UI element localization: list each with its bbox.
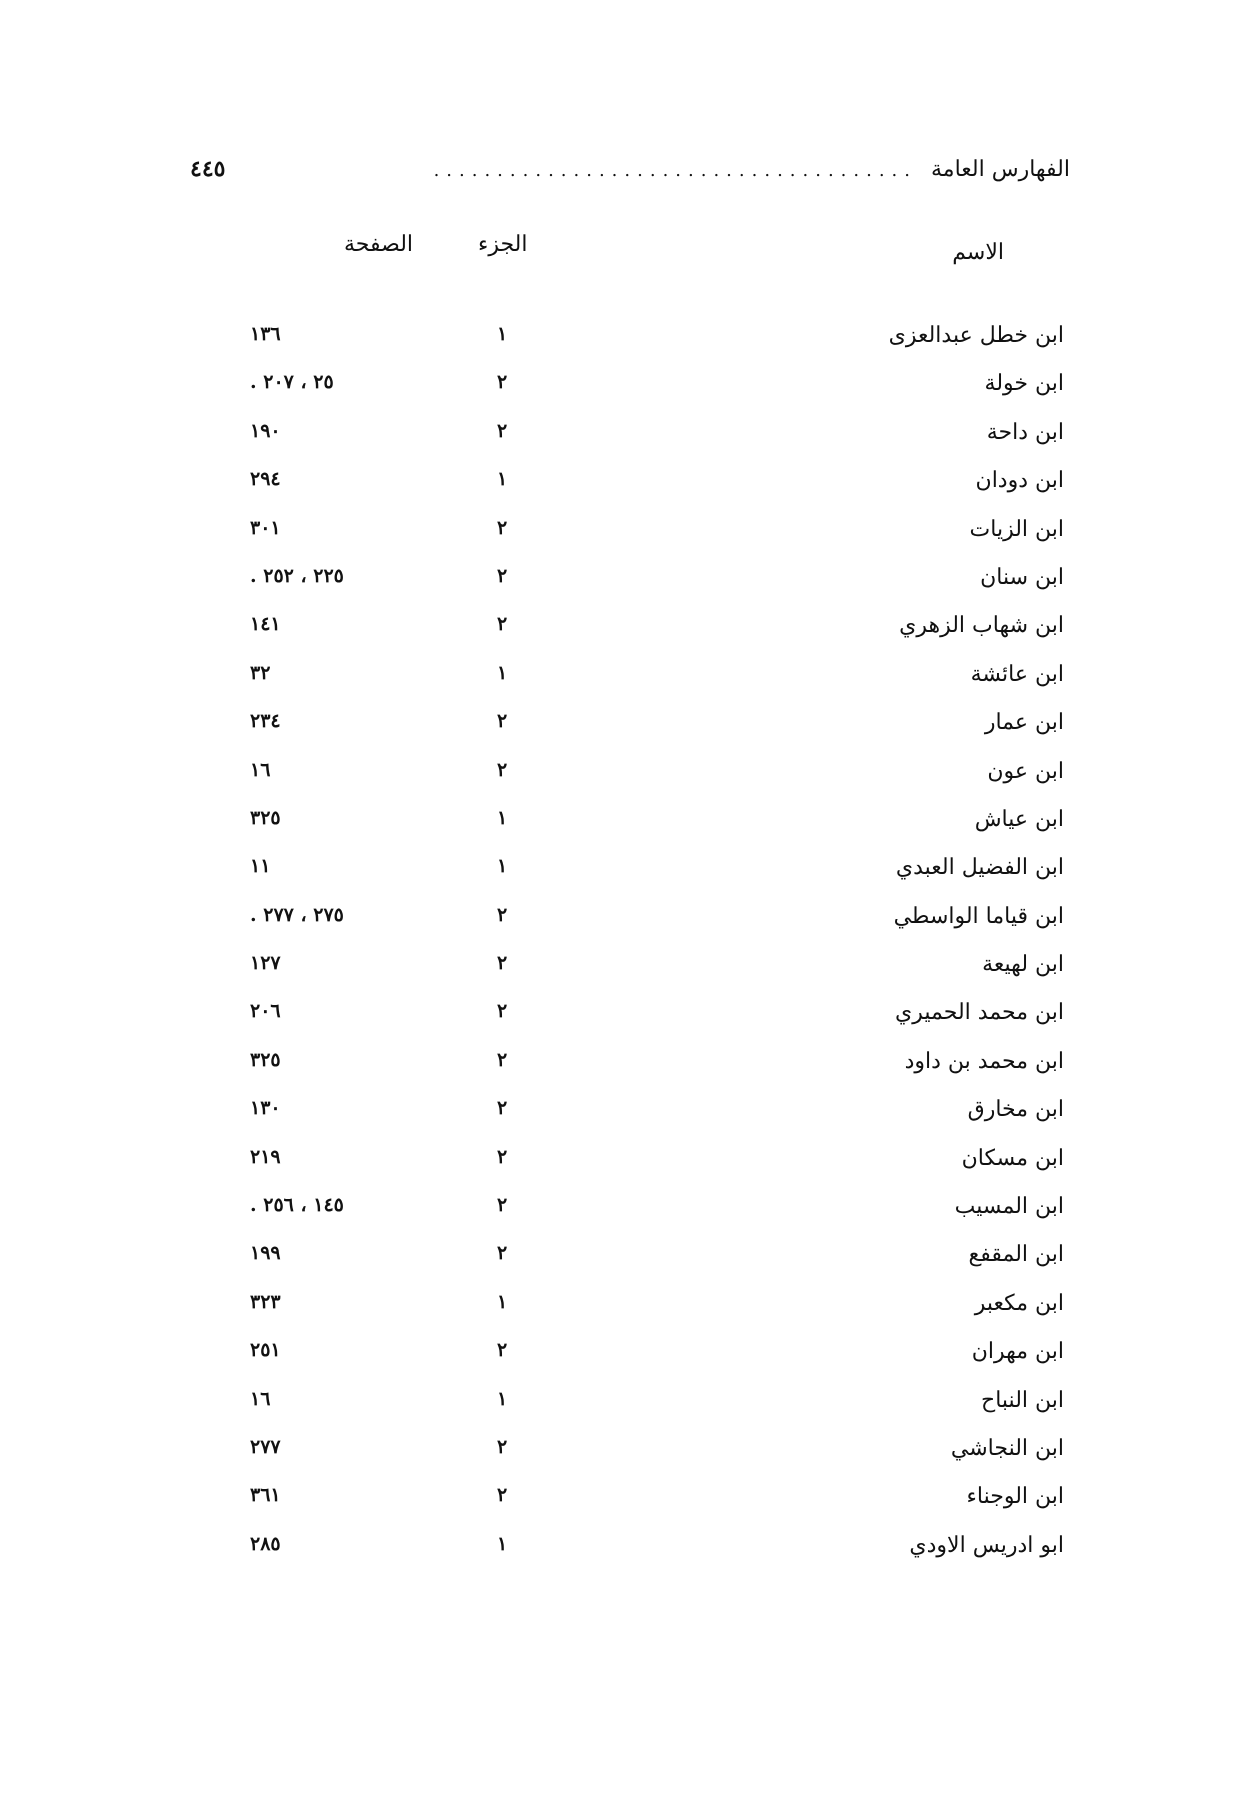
entry-pages: ١٢٧ xyxy=(250,952,281,975)
entry-part: ١ xyxy=(497,1532,508,1555)
entry-part: ٢ xyxy=(497,1435,508,1458)
index-entry-row xyxy=(0,565,1249,613)
entry-pages: ٣٦١ xyxy=(250,1484,281,1507)
index-entry-row xyxy=(0,1146,1249,1194)
entry-pages: ٢٨٥ xyxy=(250,1532,281,1555)
entry-name: ابن عون xyxy=(987,758,1064,784)
entry-part: ١ xyxy=(497,468,508,491)
entry-pages: ١٤٥ ، ٢٥٦ . xyxy=(250,1194,344,1217)
entry-name: ابن سنان xyxy=(980,564,1064,590)
entry-part: ٢ xyxy=(497,371,508,394)
entry-pages: ٣٢ xyxy=(250,661,271,684)
entry-pages: ٢٢٥ ، ٢٥٢ . xyxy=(250,564,344,587)
entry-name: ابن عائشة xyxy=(970,661,1064,687)
index-entry-row xyxy=(0,759,1249,807)
entry-name: ابن النجاشي xyxy=(950,1435,1064,1461)
entry-pages: ٣٢٣ xyxy=(250,1290,281,1313)
entry-part: ١ xyxy=(497,1387,508,1410)
entry-pages: ١٩٠ xyxy=(250,419,281,442)
index-entry-row xyxy=(0,710,1249,758)
index-entry-row xyxy=(0,1436,1249,1484)
entry-name: ابن عمار xyxy=(984,710,1064,736)
entry-part: ٢ xyxy=(497,516,508,539)
entry-name: ابو ادريس الاودي xyxy=(909,1532,1064,1558)
index-entry-row xyxy=(0,468,1249,516)
index-entry-row xyxy=(0,855,1249,903)
index-entries xyxy=(0,323,1249,1581)
entry-pages: ٢٥ ، ٢٠٧ . xyxy=(250,371,334,394)
entry-pages: ٣٢٥ xyxy=(250,806,281,829)
entry-pages: ٢٣٤ xyxy=(250,710,281,733)
index-entry-row xyxy=(0,1339,1249,1387)
dot-leaders: ...................................... xyxy=(433,160,918,181)
index-entry-row xyxy=(0,1097,1249,1145)
entry-pages: ١٤١ xyxy=(250,613,281,636)
index-entry-row xyxy=(0,1291,1249,1339)
entry-pages: ٢٥١ xyxy=(250,1339,281,1362)
entry-name: ابن عياش xyxy=(974,806,1064,832)
entry-name: ابن لهيعة xyxy=(982,952,1064,978)
entry-name: ابن دودان xyxy=(975,468,1064,494)
entry-part: ١ xyxy=(497,323,508,345)
entry-pages: ٣٢٥ xyxy=(250,1048,281,1071)
entry-part: ٢ xyxy=(497,1145,508,1168)
index-entry-row xyxy=(0,517,1249,565)
index-entry-row xyxy=(0,613,1249,661)
entry-name: ابن مكعبر xyxy=(974,1290,1064,1316)
entry-name: ابن مخارق xyxy=(967,1097,1064,1123)
running-header xyxy=(190,156,1070,196)
entry-name: ابن الفضيل العبدي xyxy=(895,855,1064,881)
entry-part: ٢ xyxy=(497,1097,508,1120)
entry-pages: ٢٧٧ xyxy=(250,1435,281,1458)
index-entry-row xyxy=(0,662,1249,710)
entry-name: ابن خولة xyxy=(984,371,1064,397)
entry-part: ٢ xyxy=(497,952,508,975)
entry-part: ٢ xyxy=(497,1242,508,1265)
index-entry-row xyxy=(0,952,1249,1000)
entry-name: ابن الوجناء xyxy=(966,1484,1064,1510)
entry-name: ابن النباح xyxy=(981,1387,1064,1413)
entry-name: ابن خطل عبدالعزى xyxy=(888,323,1064,348)
entry-part: ١ xyxy=(497,661,508,684)
entry-part: ٢ xyxy=(497,1194,508,1217)
entry-name: ابن داحة xyxy=(986,419,1064,445)
entry-name: ابن مسكان xyxy=(961,1145,1064,1171)
index-entry-row xyxy=(0,904,1249,952)
entry-part: ٢ xyxy=(497,903,508,926)
entry-name: ابن محمد بن داود xyxy=(904,1048,1064,1074)
entry-pages: ١٣٦ xyxy=(250,323,281,345)
entry-part: ٢ xyxy=(497,1484,508,1507)
index-entry-row xyxy=(0,420,1249,468)
index-entry-row xyxy=(0,1242,1249,1290)
entry-name: ابن شهاب الزهري xyxy=(899,613,1064,639)
entry-part: ٢ xyxy=(497,613,508,636)
column-header-part: الجزء xyxy=(478,232,528,257)
index-entry-row xyxy=(0,1533,1249,1581)
entry-pages: ١٩٩ xyxy=(250,1242,281,1265)
entry-part: ٢ xyxy=(497,1048,508,1071)
entry-name: ابن مهران xyxy=(971,1339,1064,1365)
index-entry-row xyxy=(0,371,1249,419)
entry-part: ٢ xyxy=(497,419,508,442)
entry-part: ١ xyxy=(497,855,508,878)
entry-name: ابن المقفع xyxy=(968,1242,1064,1268)
entry-pages: ٢٧٥ ، ٢٧٧ . xyxy=(250,903,344,926)
entry-pages: ٣٠١ xyxy=(250,516,281,539)
header-title: الفهارس العامة xyxy=(931,157,1070,182)
entry-part: ٢ xyxy=(497,710,508,733)
entry-pages: ١٣٠ xyxy=(250,1097,281,1120)
page-number: ٤٤٥ xyxy=(190,156,226,182)
index-entry-row xyxy=(0,1194,1249,1242)
entry-part: ١ xyxy=(497,806,508,829)
entry-part: ٢ xyxy=(497,564,508,587)
entry-pages: ٢٠٦ xyxy=(250,1000,281,1023)
index-entry-row xyxy=(0,323,1249,371)
entry-name: ابن محمد الحميري xyxy=(895,1000,1064,1026)
entry-part: ٢ xyxy=(497,758,508,781)
index-entry-row xyxy=(0,1049,1249,1097)
entry-part: ١ xyxy=(497,1290,508,1313)
entry-pages: ٢٩٤ xyxy=(250,468,281,491)
entry-part: ٢ xyxy=(497,1339,508,1362)
entry-name: ابن المسيب xyxy=(954,1194,1064,1220)
entry-pages: ١٦ xyxy=(250,758,271,781)
entry-pages: ١٦ xyxy=(250,1387,271,1410)
index-entry-row xyxy=(0,1388,1249,1436)
index-entry-row xyxy=(0,807,1249,855)
entry-name: ابن قياما الواسطي xyxy=(893,903,1064,929)
index-entry-row xyxy=(0,1000,1249,1048)
entry-pages: ١١ xyxy=(250,855,271,878)
column-header-page: الصفحة xyxy=(344,232,414,257)
entry-pages: ٢١٩ xyxy=(250,1145,281,1168)
column-header-name: الاسم xyxy=(952,240,1004,265)
entry-name: ابن الزيات xyxy=(969,516,1064,542)
index-entry-row xyxy=(0,1484,1249,1532)
entry-part: ٢ xyxy=(497,1000,508,1023)
